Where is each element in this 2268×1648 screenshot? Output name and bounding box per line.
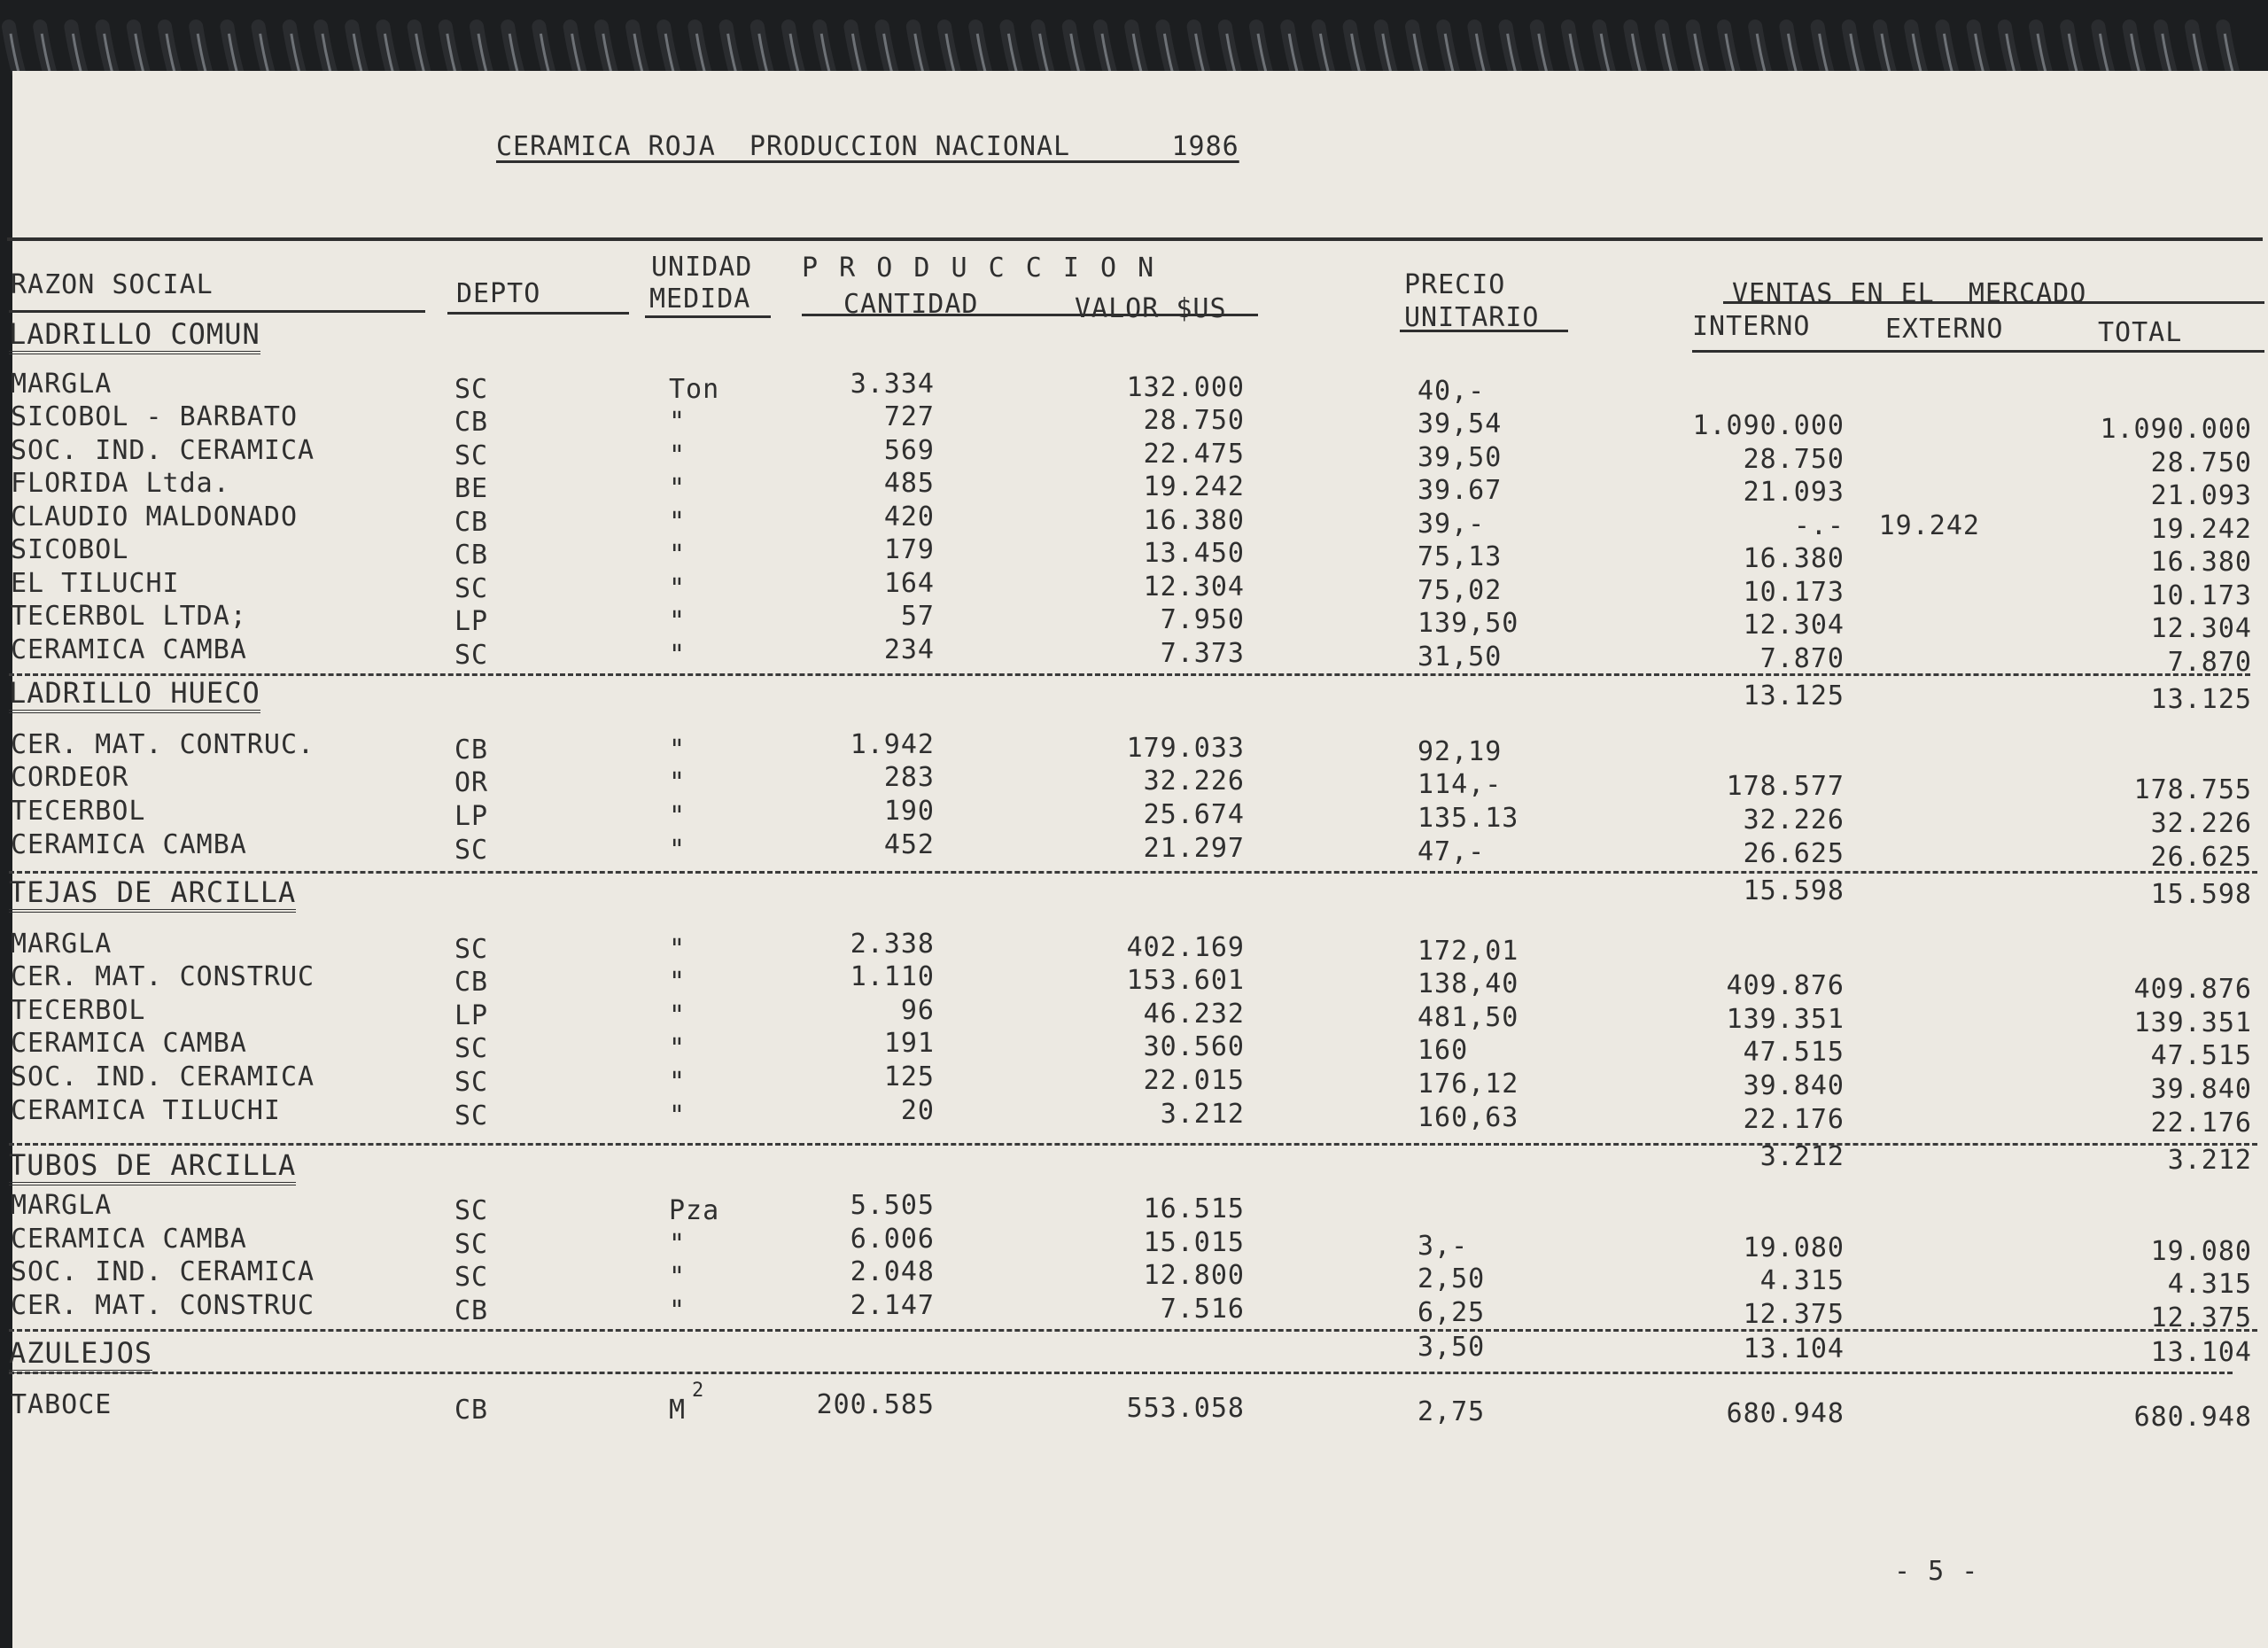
ventas-interno-cell: 28.750 (1743, 444, 1845, 475)
depto-cell: LP (454, 1000, 489, 1031)
cantidad-cell: 190 (883, 796, 935, 827)
unidad-cell: " (669, 1295, 687, 1326)
razon-social-cell: CER. MAT. CONSTRUC (11, 1290, 315, 1321)
unidad-cell: " (669, 1033, 687, 1064)
ventas-total-cell: 178.755 (2133, 774, 2252, 805)
valor-cell: 46.232 (1143, 999, 1245, 1030)
cantidad-cell: 234 (883, 634, 935, 665)
cantidad-cell: 57 (900, 601, 935, 632)
unidad-cell: " (669, 540, 687, 571)
ventas-total-cell: 22.176 (2150, 1108, 2252, 1139)
ventas-interno-cell: 7.870 (1759, 643, 1845, 674)
precio-unitario-cell: 39,50 (1418, 442, 1503, 473)
unidad-cell: Pza (669, 1195, 720, 1226)
depto-cell: LP (454, 606, 489, 637)
depto-cell: SC (454, 1067, 489, 1098)
ventas-total-cell: 4.315 (2167, 1269, 2252, 1300)
valor-cell: 3.212 (1160, 1099, 1245, 1130)
ventas-total-cell: 28.750 (2150, 447, 2252, 478)
valor-cell: 553.058 (1126, 1393, 1245, 1424)
header-underline (447, 312, 629, 315)
razon-social-cell: CERAMICA CAMBA (11, 634, 247, 665)
cantidad-cell: 2.338 (850, 929, 935, 960)
precio-unitario-cell: 481,50 (1418, 1002, 1519, 1033)
cantidad-cell: 1.110 (850, 961, 935, 992)
valor-cell: 15.015 (1143, 1227, 1245, 1258)
section-divider (9, 1143, 2257, 1146)
section-title-2: TEJAS DE ARCILLA (9, 877, 296, 913)
precio-unitario-cell: 39,54 (1418, 408, 1503, 439)
razon-social-cell: CERAMICA CAMBA (11, 829, 247, 860)
ventas-interno-cell: 22.176 (1743, 1104, 1845, 1135)
razon-social-cell: TECERBOL (11, 796, 146, 827)
unidad-superscript: 2 (692, 1380, 705, 1402)
precio-unitario-cell: 2,75 (1418, 1396, 1486, 1427)
depto-cell: OR (454, 767, 489, 798)
valor-cell: 153.601 (1126, 965, 1245, 996)
ventas-total-cell: 13.125 (2150, 684, 2252, 715)
valor-cell: 12.304 (1143, 571, 1245, 602)
unidad-cell: " (669, 440, 687, 471)
unidad-cell: " (669, 1229, 687, 1260)
valor-cell: 19.242 (1143, 471, 1245, 502)
precio-unitario-cell: 6,25 (1418, 1297, 1486, 1328)
razon-social-cell: MARGLA (11, 369, 113, 400)
depto-cell: SC (454, 1195, 489, 1226)
cantidad-cell: 5.505 (850, 1190, 935, 1221)
cantidad-cell: 1.942 (850, 729, 935, 760)
razon-social-cell: CERAMICA CAMBA (11, 1224, 247, 1255)
valor-cell: 30.560 (1143, 1031, 1245, 1062)
ventas-interno-cell: 10.173 (1743, 577, 1845, 608)
unidad-cell: " (669, 735, 687, 766)
ventas-total-cell: 19.242 (2150, 514, 2252, 545)
razon-social-cell: MARGLA (11, 929, 113, 960)
valor-cell: 16.380 (1143, 505, 1245, 536)
depto-cell: SC (454, 440, 489, 471)
header-unidad: UNIDAD (651, 252, 753, 283)
ventas-total-cell: 15.598 (2150, 879, 2252, 910)
precio-unitario-cell: 75,13 (1418, 541, 1503, 572)
ventas-interno-cell: 680.948 (1726, 1398, 1845, 1429)
ventas-interno-cell: -.- (1793, 510, 1845, 541)
header-underline (802, 314, 1258, 316)
header-underline (9, 310, 425, 313)
cantidad-cell: 200.585 (816, 1389, 935, 1420)
cantidad-cell: 3.334 (850, 369, 935, 400)
depto-cell: CB (454, 1295, 489, 1326)
ventas-interno-cell: 39.840 (1743, 1070, 1845, 1101)
header-cantidad: CANTIDAD (843, 289, 979, 320)
depto-cell: SC (454, 934, 489, 965)
section-divider (9, 871, 2257, 874)
header-depto: DEPTO (456, 278, 541, 309)
unidad-cell: " (669, 1000, 687, 1031)
depto-cell: SC (454, 374, 489, 405)
cantidad-cell: 420 (883, 501, 935, 532)
unidad-cell: " (669, 507, 687, 538)
razon-social-cell: CER. MAT. CONSTRUC (11, 961, 315, 992)
ventas-interno-cell: 13.104 (1743, 1333, 1845, 1364)
ventas-total-cell: 680.948 (2133, 1402, 2252, 1433)
razon-social-cell: MARGLA (11, 1190, 113, 1221)
precio-unitario-cell: 3,50 (1418, 1332, 1486, 1363)
unidad-cell: " (669, 606, 687, 637)
unidad-cell: " (669, 967, 687, 998)
depto-cell: CB (454, 967, 489, 998)
depto-cell: BE (454, 473, 489, 504)
cantidad-cell: 20 (900, 1095, 935, 1126)
ventas-interno-cell: 409.876 (1726, 970, 1845, 1001)
cantidad-cell: 569 (883, 435, 935, 466)
valor-cell: 28.750 (1143, 405, 1245, 436)
precio-unitario-cell: 40,- (1418, 376, 1486, 407)
depto-cell: CB (454, 1395, 489, 1426)
cantidad-cell: 96 (900, 995, 935, 1026)
ventas-total-cell: 21.093 (2150, 480, 2252, 511)
valor-cell: 12.800 (1143, 1260, 1245, 1291)
cantidad-cell: 6.006 (850, 1224, 935, 1255)
ventas-interno-cell: 4.315 (1759, 1265, 1845, 1296)
document-title: CERAMICA ROJA PRODUCCION NACIONAL 1986 (496, 131, 1239, 162)
precio-unitario-cell: 138,40 (1418, 968, 1519, 999)
razon-social-cell: CER. MAT. CONTRUC. (11, 729, 315, 760)
header-precio: PRECIO (1404, 269, 1506, 300)
razon-social-cell: SICOBOL (11, 534, 129, 565)
valor-cell: 25.674 (1143, 799, 1245, 830)
precio-unitario-cell: 135.13 (1418, 803, 1519, 834)
unidad-cell: " (669, 1067, 687, 1098)
cantidad-cell: 191 (883, 1028, 935, 1059)
unidad-cell: " (669, 473, 687, 504)
section-title-3: TUBOS DE ARCILLA (9, 1150, 296, 1185)
precio-unitario-cell: 2,50 (1418, 1263, 1486, 1294)
ventas-total-cell: 39.840 (2150, 1074, 2252, 1105)
razon-social-cell: CORDEOR (11, 762, 129, 793)
ventas-externo-cell: 19.242 (1878, 510, 1980, 541)
cantidad-cell: 283 (883, 762, 935, 793)
ventas-interno-cell: 13.125 (1743, 680, 1845, 711)
valor-cell: 7.373 (1160, 638, 1245, 669)
ventas-total-cell: 12.304 (2150, 613, 2252, 644)
ventas-total-cell: 10.173 (2150, 580, 2252, 611)
depto-cell: LP (454, 801, 489, 832)
header-ventas: VENTAS EN EL MERCADO (1732, 278, 2087, 309)
cantidad-cell: 179 (883, 534, 935, 565)
header-unitario: UNITARIO (1404, 302, 1540, 333)
ventas-interno-cell: 1.090.000 (1692, 410, 1845, 441)
unidad-cell: " (669, 640, 687, 671)
ventas-interno-cell: 21.093 (1743, 477, 1845, 508)
ventas-interno-cell: 3.212 (1759, 1141, 1845, 1172)
section-title-4: AZULEJOS (9, 1338, 152, 1373)
precio-unitario-cell: 47,- (1418, 836, 1486, 867)
razon-social-cell: CERAMICA CAMBA (11, 1028, 247, 1059)
precio-unitario-cell: 139,50 (1418, 608, 1519, 639)
razon-social-cell: TECERBOL (11, 995, 146, 1026)
razon-social-cell: CLAUDIO MALDONADO (11, 501, 299, 532)
precio-unitario-cell: 114,- (1418, 769, 1503, 800)
unidad-cell: " (669, 767, 687, 798)
razon-social-cell: FLORIDA Ltda. (11, 468, 230, 499)
depto-cell: SC (454, 835, 489, 866)
ventas-interno-cell: 16.380 (1743, 543, 1845, 574)
unidad-cell: M (669, 1395, 687, 1426)
precio-unitario-cell: 31,50 (1418, 641, 1503, 672)
depto-cell: SC (454, 1262, 489, 1293)
ventas-interno-cell: 19.080 (1743, 1232, 1845, 1263)
precio-unitario-cell: 92,19 (1418, 736, 1503, 767)
ventas-total-cell: 3.212 (2167, 1145, 2252, 1176)
section-divider (9, 1372, 2233, 1374)
ventas-total-cell: 47.515 (2150, 1040, 2252, 1071)
precio-unitario-cell: 160,63 (1418, 1102, 1519, 1133)
valor-cell: 7.950 (1160, 604, 1245, 635)
precio-unitario-cell: 172,01 (1418, 936, 1519, 967)
cantidad-cell: 2.147 (850, 1290, 935, 1321)
header-rule-top (7, 237, 2263, 241)
ventas-total-cell: 13.104 (2150, 1337, 2252, 1368)
razon-social-cell: TECERBOL LTDA; (11, 601, 247, 632)
cantidad-cell: 452 (883, 829, 935, 860)
precio-unitario-cell: 3,- (1418, 1231, 1469, 1262)
ventas-interno-cell: 178.577 (1726, 771, 1845, 802)
ventas-interno-cell: 139.351 (1726, 1004, 1845, 1035)
section-divider (9, 1329, 2257, 1332)
ventas-total-cell: 12.375 (2150, 1302, 2252, 1333)
valor-cell: 22.475 (1143, 439, 1245, 470)
precio-unitario-cell: 39.67 (1418, 475, 1503, 506)
header-total: TOTAL (2098, 317, 2183, 348)
header-externo: EXTERNO (1885, 314, 2004, 345)
ventas-interno-cell: 26.625 (1743, 838, 1845, 869)
razon-social-cell: SOC. IND. CERAMICA (11, 435, 315, 466)
header-valor: VALOR $US (1075, 293, 1227, 324)
valor-cell: 22.015 (1143, 1065, 1245, 1096)
ventas-interno-cell: 47.515 (1743, 1037, 1845, 1068)
precio-unitario-cell: 176,12 (1418, 1069, 1519, 1100)
valor-cell: 179.033 (1126, 733, 1245, 764)
depto-cell: SC (454, 1033, 489, 1064)
ventas-total-cell: 26.625 (2150, 842, 2252, 873)
valor-cell: 21.297 (1143, 833, 1245, 864)
razon-social-cell: CERAMICA TILUCHI (11, 1095, 281, 1126)
section-title-0: LADRILLO COMUN (9, 319, 260, 354)
depto-cell: SC (454, 1100, 489, 1131)
unidad-cell: " (669, 934, 687, 965)
header-interno: INTERNO (1692, 311, 1811, 342)
ventas-total-cell: 32.226 (2150, 808, 2252, 839)
ventas-total-cell: 139.351 (2133, 1007, 2252, 1038)
paper-sheet (9, 71, 2268, 1648)
ventas-interno-cell: 15.598 (1743, 875, 1845, 906)
header-underline (1723, 301, 2264, 304)
ventas-total-cell: 19.080 (2150, 1236, 2252, 1267)
section-divider (9, 673, 2250, 676)
ventas-total-cell: 1.090.000 (2100, 414, 2252, 445)
unidad-cell: " (669, 1100, 687, 1131)
precio-unitario-cell: 39,- (1418, 509, 1486, 540)
header-medida: MEDIDA (649, 284, 751, 315)
razon-social-cell: SOC. IND. CERAMICA (11, 1256, 315, 1287)
section-title-1: LADRILLO HUECO (9, 678, 260, 713)
razon-social-cell: SOC. IND. CERAMICA (11, 1061, 315, 1092)
page-number: - 5 - (1894, 1556, 1979, 1587)
header-underline (1692, 350, 2264, 353)
unidad-cell: " (669, 1262, 687, 1293)
precio-unitario-cell: 75,02 (1418, 575, 1503, 606)
ventas-total-cell: 16.380 (2150, 547, 2252, 578)
cantidad-cell: 164 (883, 568, 935, 599)
razon-social-cell: SICOBOL - BARBATO (11, 401, 299, 432)
ventas-interno-cell: 12.304 (1743, 610, 1845, 641)
depto-cell: CB (454, 507, 489, 538)
depto-cell: SC (454, 1229, 489, 1260)
cantidad-cell: 2.048 (850, 1256, 935, 1287)
unidad-cell: " (669, 835, 687, 866)
ventas-total-cell: 7.870 (2167, 647, 2252, 678)
ventas-total-cell: 409.876 (2133, 974, 2252, 1005)
valor-cell: 13.450 (1143, 538, 1245, 569)
razon-social-cell: EL TILUCHI (11, 568, 180, 599)
depto-cell: CB (454, 735, 489, 766)
valor-cell: 32.226 (1143, 766, 1245, 797)
unidad-cell: " (669, 573, 687, 604)
unidad-cell: " (669, 801, 687, 832)
depto-cell: SC (454, 640, 489, 671)
cantidad-cell: 727 (883, 401, 935, 432)
cantidad-cell: 125 (883, 1061, 935, 1092)
unidad-cell: Ton (669, 374, 720, 405)
depto-cell: CB (454, 540, 489, 571)
cantidad-cell: 485 (883, 468, 935, 499)
depto-cell: CB (454, 407, 489, 438)
ventas-interno-cell: 12.375 (1743, 1299, 1845, 1330)
valor-cell: 16.515 (1143, 1193, 1245, 1224)
valor-cell: 402.169 (1126, 932, 1245, 963)
header-produccion: P R O D U C C I O N (802, 253, 1157, 284)
depto-cell: SC (454, 573, 489, 604)
header-underline (1400, 330, 1568, 332)
header-underline (645, 315, 771, 318)
valor-cell: 7.516 (1160, 1294, 1245, 1325)
valor-cell: 132.000 (1126, 372, 1245, 403)
header-razon-social: RAZON SOCIAL (11, 269, 214, 300)
ventas-interno-cell: 32.226 (1743, 805, 1845, 836)
razon-social-cell: TABOCE (11, 1389, 113, 1420)
unidad-cell: " (669, 407, 687, 438)
precio-unitario-cell: 160 (1418, 1035, 1469, 1066)
